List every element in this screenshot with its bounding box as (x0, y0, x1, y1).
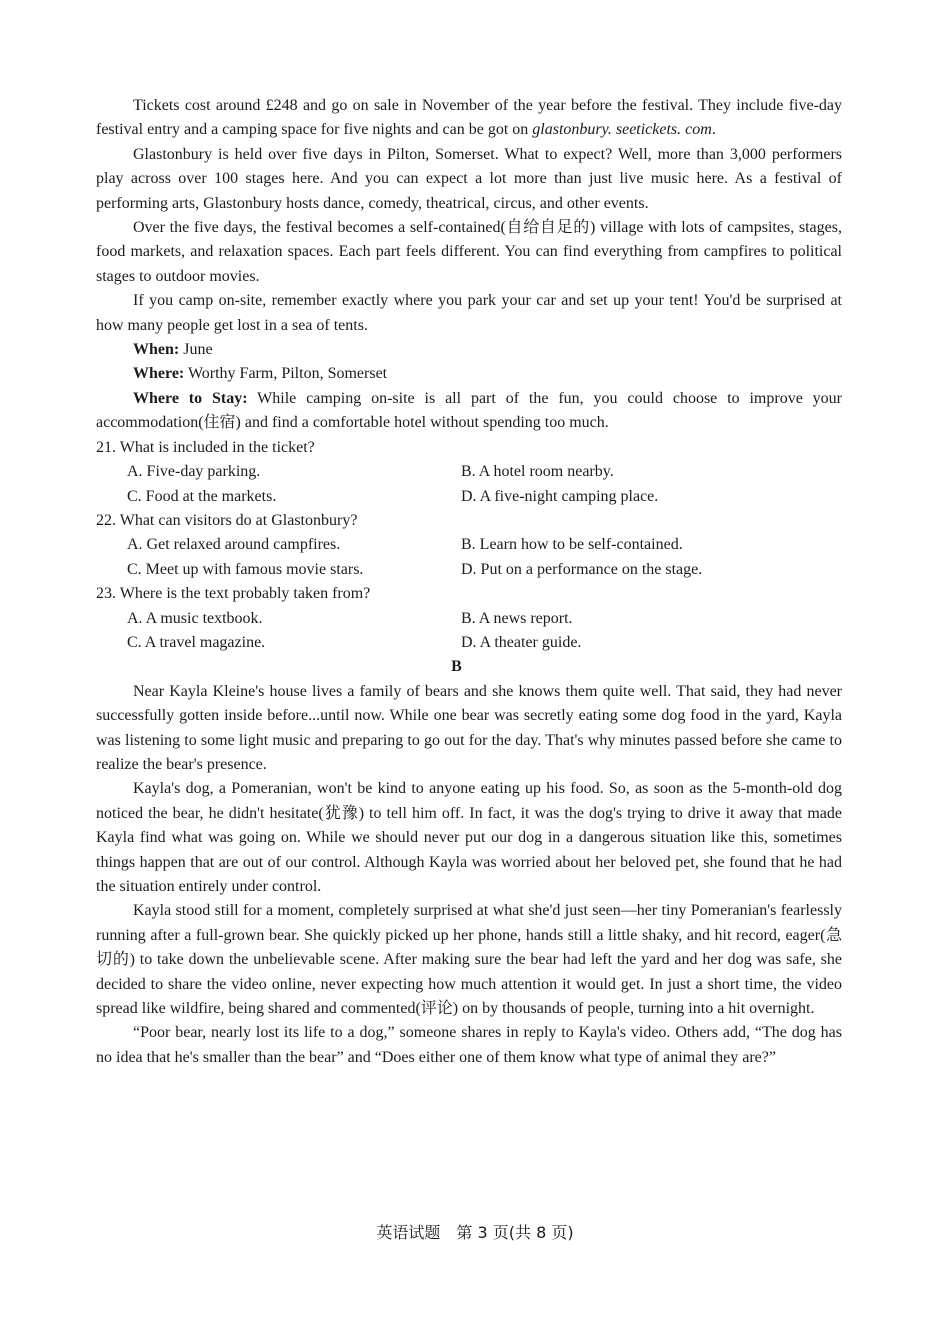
option-c: C. Meet up with famous movie stars. (127, 560, 364, 578)
passage-b-paragraph-1: Near Kayla Kleine's house lives a family of bears and she knows them quite well. That said, they had never successfully gotten inside before...until now. While one bear was secretly eating some dog food in the yard, Kayla was listening to some light music and preparing to go out for the day. That's why minutes passed before she came to realize the bear's presence. (96, 682, 842, 773)
info-where-to-stay: Where to Stay: While camping on-site is all part of the fun, you could choose to improve your accommodation(住宿) and find a comfortable hotel without spending too much. (96, 389, 843, 432)
question-stem: 23. Where is the text probably taken from? (96, 585, 371, 603)
info-when: When: June (133, 341, 213, 359)
section-b-heading: B (451, 658, 462, 676)
exam-page (96, 94, 842, 1070)
option-d: D. Put on a performance on the stage. (461, 560, 703, 578)
question-21 (96, 436, 842, 509)
question-23 (96, 582, 842, 655)
question-options (96, 460, 842, 509)
question-options (96, 607, 842, 656)
question-stem: 21. What is included in the ticket? (96, 438, 315, 456)
question-options (96, 533, 842, 582)
option-d: D. A theater guide. (461, 633, 582, 651)
passage-b-paragraph-4: “Poor bear, nearly lost its life to a dog,” someone shares in reply to Kayla's video. Others add, “The dog has no idea that he's smaller than the bear” and “Does either one of them know what type of animal they are?” (96, 1024, 842, 1066)
option-c: C. Food at the markets. (127, 487, 277, 505)
passage-b-paragraph-2: Kayla's dog, a Pomeranian, won't be kind to anyone eating up his food. So, as soon as the 5-month-old dog noticed the bear, he didn't hesitate(犹豫) to tell him off. In fact, it was the dog's trying to drive it away that made Kayla find what was going on. While we should never put our dog in a dangerous situation like this, sometimes things happen that are out of our control. Although Kayla was worried about her beloved pet, she found that he had the situation entirely under control. (96, 780, 842, 895)
passage-a-paragraph-3: Over the five days, the festival becomes a self-contained(自给自足的) village with lots of campsites, stages, food markets, and relaxation spaces. Each part feels different. You can find everything from campfires to political stages to outdoor movies. (96, 219, 842, 285)
page-footer: 英语试题 第 3 页(共 8 页) (376, 1223, 574, 1242)
option-b: B. A hotel room nearby. (461, 463, 614, 481)
passage-b-paragraph-3: Kayla stood still for a moment, completely surprised at what she'd just seen—her tiny Pomeranian's fearlessly running after a full-grown bear. She quickly picked up her phone, hands still a little shaky, and hit record, eager(急切的) to take down the unbelievable scene. After making sure the bear had left the yard and her dog was safe, she decided to share the video online, never expecting how much attention it would get. In just a short time, the video spread like wildfire, being shared and commented(评论) on by thousands of people, turning into a hit overnight. (96, 902, 842, 1018)
option-b: B. A news report. (461, 609, 573, 627)
passage-a-paragraph-1: Tickets cost around £248 and go on sale in November of the year before the festival. They include five-day festival entry and a camping space for five nights and can be got on glastonbury. seetickets. com. (96, 97, 842, 139)
question-22 (96, 509, 842, 582)
option-a: A. Get relaxed around campfires. (127, 536, 341, 554)
question-stem: 22. What can visitors do at Glastonbury? (96, 511, 358, 529)
option-c: C. A travel magazine. (127, 633, 266, 651)
option-a: A. A music textbook. (127, 609, 263, 627)
ticket-website: glastonbury. seetickets. com (532, 121, 712, 139)
option-d: D. A five-night camping place. (461, 487, 659, 505)
passage-a-paragraph-2: Glastonbury is held over five days in Pilton, Somerset. What to expect? Well, more than 3,000 performers play across over 100 stages here. And you can expect a lot more than just live music here. As a festival of performing arts, Glastonbury hosts dance, comedy, theatrical, circus, and other events. (96, 145, 842, 212)
option-a: A. Five-day parking. (127, 463, 261, 481)
passage-a-paragraph-4: If you camp on-site, remember exactly where you park your car and set up your tent! You'd be surprised at how many people get lost in a sea of tents. (96, 292, 842, 334)
option-b: B. Learn how to be self-contained. (461, 536, 683, 554)
info-where: Where: Worthy Farm, Pilton, Somerset (133, 365, 388, 383)
